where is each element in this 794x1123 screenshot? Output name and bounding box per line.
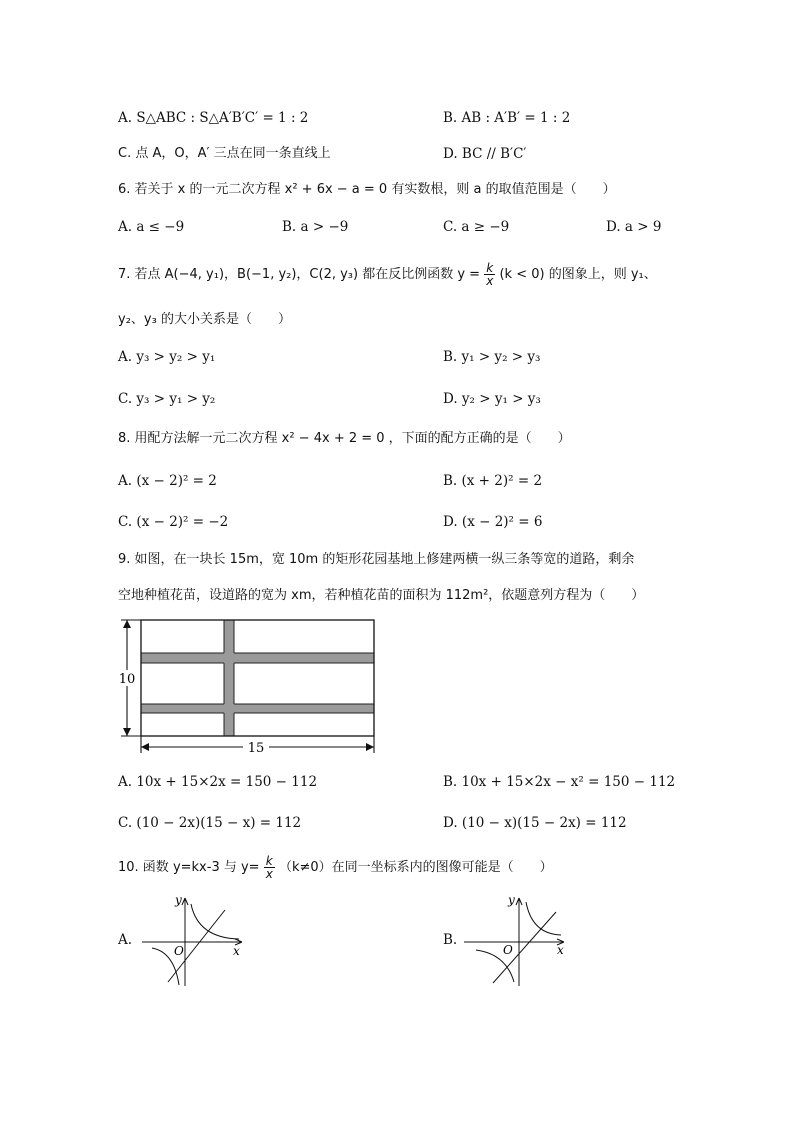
- q6-option-c: C. a ≥ −9: [443, 219, 510, 235]
- q9-horizontal-road-top: [141, 653, 374, 663]
- q9-garden-outline: [141, 620, 374, 736]
- q5-option-c: C. 点 A，O，A′ 三点在同一条直线上: [118, 146, 331, 161]
- q10-graph-a: [138, 890, 253, 990]
- q6-stem: 6. 若关于 x 的一元二次方程 x² + 6x − a = 0 有实数根，则 a 的取值范围是（ ）: [118, 182, 616, 197]
- q7-option-b: B. y₁ > y₂ > y₃: [443, 349, 541, 365]
- q7-fraction: [484, 262, 495, 287]
- q10-graph-b-y-label: y: [508, 893, 515, 907]
- q8-option-b: B. (x + 2)² = 2: [443, 473, 543, 489]
- q8-option-d: D. (x − 2)² = 6: [443, 514, 543, 530]
- q9-height-label: 10: [118, 672, 136, 687]
- q7-fraction-denominator: x: [486, 274, 494, 288]
- q6-option-d: D. a > 9: [606, 219, 662, 235]
- q7-stem-part2: (k < 0) 的图象上，则 y₁、: [499, 267, 657, 282]
- q8-stem: 8. 用配方法解一元二次方程 x² − 4x + 2 = 0 ，下面的配方正确的是（ ）: [118, 431, 571, 446]
- q10-graph-a-x-label: x: [233, 944, 240, 958]
- q5-option-a: A. S△ABC : S△A′B′C′ = 1 : 2: [118, 110, 309, 126]
- q10-stem: [118, 855, 553, 880]
- q10-graph-a-origin: O: [174, 944, 184, 958]
- q9-option-c: C. (10 − 2x)(15 − x) = 112: [118, 815, 302, 831]
- q9-horizontal-road-bottom: [141, 704, 374, 713]
- q5-option-d: D. BC // B′C′: [443, 146, 527, 162]
- q8-option-a: A. (x − 2)² = 2: [118, 473, 217, 489]
- q10-graph-a-y-label: y: [175, 893, 182, 907]
- q10-graph-b-x-label: x: [557, 943, 564, 957]
- q9-option-b: B. 10x + 15×2x − x² = 150 − 112: [443, 774, 676, 790]
- q10-graph-b: [460, 890, 575, 990]
- q8-option-c: C. (x − 2)² = −2: [118, 514, 229, 530]
- q6-option-b: B. a > −9: [282, 219, 349, 235]
- q7-option-c: C. y₃ > y₁ > y₂: [118, 391, 216, 407]
- q9-width-label: 15: [247, 741, 265, 756]
- q10-fraction: [264, 855, 275, 880]
- q10-graph-b-origin: O: [503, 943, 513, 957]
- q10-fraction-numerator: k: [264, 855, 275, 868]
- q7-stem: [118, 262, 657, 287]
- q9-option-d: D. (10 − x)(15 − 2x) = 112: [443, 815, 627, 831]
- q9-stem-line2: 空地种植花苗，设道路的宽为 xm，若种植花苗的面积为 112m²，依题意列方程为（ ）: [118, 588, 645, 603]
- q10-fraction-denominator: x: [265, 867, 273, 881]
- q9-garden-figure: [110, 614, 380, 758]
- q9-option-a: A. 10x + 15×2x = 150 − 112: [118, 774, 318, 790]
- q10-stem-part1: 10. 函数 y=kx-3 与 y=: [118, 860, 260, 875]
- q7-stem-part1: 7. 若点 A(−4, y₁)，B(−1, y₂)，C(2, y₃) 都在反比例函数 y =: [118, 267, 481, 282]
- q5-option-b: B. AB : A′B′ = 1 : 2: [443, 110, 571, 126]
- q10-stem-part2: （k≠0）在同一坐标系内的图像可能是（ ）: [278, 860, 553, 875]
- q7-option-d: D. y₂ > y₁ > y₃: [443, 391, 541, 407]
- q9-vertical-road: [224, 620, 234, 736]
- q10-option-b-label: B.: [443, 932, 458, 948]
- q10-option-a-label: A.: [118, 932, 133, 948]
- q9-stem-line1: 9. 如图，在一块长 15m，宽 10m 的矩形花园基地上修建两横一纵三条等宽的道路，剩余: [118, 552, 635, 567]
- q7-stem-line2: y₂、y₃ 的大小关系是（ ）: [118, 312, 291, 327]
- q7-fraction-numerator: k: [484, 262, 495, 275]
- q6-option-a: A. a ≤ −9: [118, 219, 185, 235]
- q7-option-a: A. y₃ > y₂ > y₁: [118, 349, 216, 365]
